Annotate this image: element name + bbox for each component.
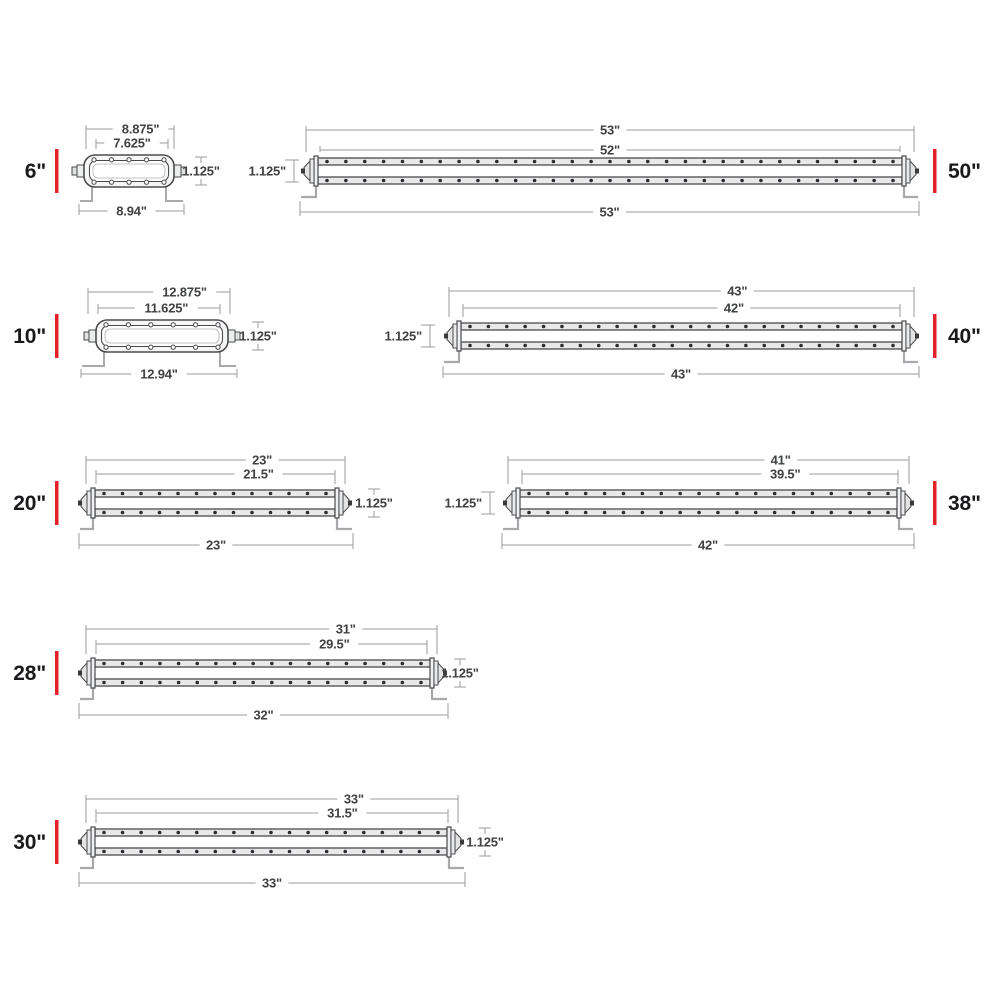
bar-body xyxy=(95,496,335,510)
dim-top-outer xyxy=(86,792,458,824)
end-cap-plate xyxy=(314,156,318,186)
end-cap-plate xyxy=(902,156,906,186)
dim-height xyxy=(385,325,436,347)
end-cap-plate xyxy=(335,488,339,518)
end-cap-nub xyxy=(915,169,919,174)
dim-top-inner xyxy=(96,806,448,824)
size-label-40-inch: 40" xyxy=(948,325,981,348)
mount-bracket-right xyxy=(220,351,236,366)
dim-height xyxy=(249,160,300,182)
dim-top-inner-value: 21.5" xyxy=(243,466,274,482)
accent-tick xyxy=(55,149,59,193)
dim-bottom-value: 43" xyxy=(670,366,692,382)
lightbar-28-inch-figure xyxy=(13,622,479,723)
end-cap-ridge xyxy=(906,324,910,348)
end-cap-nub xyxy=(460,840,464,845)
dim-top-outer-value: 53" xyxy=(599,122,621,138)
dim-top-outer xyxy=(86,622,437,655)
end-cap-plate xyxy=(91,827,95,857)
dim-bottom xyxy=(79,533,353,553)
bar-body xyxy=(95,835,447,849)
dim-bottom xyxy=(79,204,184,219)
lightbar-38-inch-figure xyxy=(445,453,981,553)
dim-top-inner-value: 39.5" xyxy=(769,466,801,482)
end-cap-ridge xyxy=(310,159,314,183)
dim-top-outer-value: 41" xyxy=(770,452,791,468)
end-cap-plate xyxy=(91,488,95,518)
end-cap-plate xyxy=(91,658,95,688)
accent-tick xyxy=(55,820,59,864)
lightbar-6-inch-figure xyxy=(25,122,220,219)
dim-top-inner xyxy=(522,467,898,485)
end-cap-nub xyxy=(910,501,914,506)
bar-body xyxy=(95,666,430,680)
dim-height xyxy=(239,322,277,350)
end-cap-plate xyxy=(516,488,520,518)
end-cap-nub xyxy=(78,840,82,845)
end-cap-plate xyxy=(902,321,906,351)
dim-bottom-value: 53" xyxy=(599,204,620,220)
end-cap-nub xyxy=(503,501,507,506)
dim-top-inner-value: 42" xyxy=(723,300,744,316)
dim-height xyxy=(355,489,393,517)
side-stud xyxy=(174,165,181,177)
dim-top-inner-value: 7.625" xyxy=(113,135,151,151)
lightbar-30-inch-figure xyxy=(13,792,504,891)
end-cap-ridge xyxy=(339,491,343,515)
mount-bracket-right xyxy=(166,186,183,201)
dim-bottom-value: 33" xyxy=(261,875,283,891)
end-cap-plate xyxy=(447,827,451,857)
dim-bottom xyxy=(79,703,448,723)
dim-top-inner xyxy=(320,143,900,158)
end-cap-ridge xyxy=(87,830,91,854)
dim-top-inner xyxy=(463,301,900,318)
end-cap-ridge xyxy=(453,324,457,348)
dim-top-outer xyxy=(86,453,345,485)
end-cap-ridge xyxy=(434,661,438,685)
dim-height-value: 1.125" xyxy=(466,834,504,850)
bar-rail-bottom xyxy=(461,342,902,349)
dim-bottom-value: 23" xyxy=(205,537,227,553)
dim-bottom-value: 12.94" xyxy=(140,366,178,382)
bar-body xyxy=(461,329,902,343)
end-cap-ridge xyxy=(906,159,910,183)
end-cap-nub xyxy=(444,334,448,339)
dim-height xyxy=(445,492,496,514)
size-label-28-inch: 28" xyxy=(13,662,46,685)
end-cap-ridge xyxy=(451,830,455,854)
accent-tick xyxy=(55,651,59,695)
dim-top-inner-value: 52" xyxy=(599,142,621,158)
bar-rail-bottom xyxy=(95,679,430,686)
lightbar-50-inch-figure xyxy=(249,123,981,220)
accent-tick xyxy=(933,314,937,358)
mount-bracket-left xyxy=(82,351,104,366)
lightbar-10-inch-figure xyxy=(13,285,277,382)
dim-top-outer xyxy=(449,284,914,318)
dim-bottom xyxy=(443,366,919,382)
dim-height-value: 1.125" xyxy=(441,665,479,681)
size-label-10-inch: 10" xyxy=(13,325,46,348)
side-stud xyxy=(228,330,235,342)
dim-bottom xyxy=(79,872,465,891)
dim-top-outer-value: 33" xyxy=(343,791,364,807)
dim-top-outer-value: 8.875" xyxy=(121,121,160,137)
bar-rail-top xyxy=(520,490,897,497)
dim-height-value: 1.125" xyxy=(239,328,277,344)
end-cap-ridge xyxy=(87,661,91,685)
dim-top-outer-value: 12.875" xyxy=(162,284,207,300)
accent-tick xyxy=(933,481,937,525)
dim-top-inner xyxy=(98,301,220,316)
side-stud xyxy=(89,330,96,342)
dim-top-inner-value: 29.5" xyxy=(319,636,350,652)
dim-height-value: 1.125" xyxy=(444,495,482,511)
bar-rail-top xyxy=(461,323,902,330)
dim-top-outer-value: 43" xyxy=(727,283,748,299)
size-label-30-inch: 30" xyxy=(13,831,46,854)
dim-top-outer-value: 23" xyxy=(252,452,273,468)
lightbar-40-inch-figure xyxy=(385,284,981,382)
dim-top-inner-value: 31.5" xyxy=(327,805,358,821)
dim-top-outer-value: 31" xyxy=(335,621,356,637)
dim-bottom xyxy=(502,533,914,553)
dim-top-inner xyxy=(96,637,427,655)
end-cap-nub xyxy=(78,671,82,676)
dim-bottom xyxy=(81,367,237,382)
dim-height-value: 1.125" xyxy=(384,328,422,344)
dim-height-value: 1.125" xyxy=(182,163,220,179)
end-cap-ridge xyxy=(901,491,905,515)
bar-body xyxy=(318,164,902,178)
dim-top-inner xyxy=(96,467,335,485)
end-cap-plate xyxy=(430,658,434,688)
lightbar-20-inch-figure xyxy=(13,453,393,553)
side-stud-tip xyxy=(84,332,89,340)
mount-bracket-left xyxy=(80,186,92,201)
dim-height xyxy=(466,828,504,856)
bar-body xyxy=(520,496,897,510)
end-cap-plate xyxy=(457,321,461,351)
dim-top-outer xyxy=(508,453,909,485)
dim-top-inner-value: 11.625" xyxy=(144,300,189,316)
dim-top-inner xyxy=(96,136,168,151)
accent-tick xyxy=(55,314,59,358)
accent-tick xyxy=(933,149,937,193)
dim-height-value: 1.125" xyxy=(248,163,286,179)
dim-bottom-value: 32" xyxy=(253,707,274,723)
dim-bottom xyxy=(300,201,919,220)
dim-height xyxy=(182,157,220,185)
end-cap-ridge xyxy=(512,491,516,515)
end-cap-nub xyxy=(348,501,352,506)
bar-rail-bottom xyxy=(520,509,897,516)
dim-height-value: 1.125" xyxy=(355,495,393,511)
size-label-38-inch: 38" xyxy=(948,492,981,515)
end-cap-nub xyxy=(78,501,82,506)
end-cap-nub xyxy=(915,334,919,339)
dim-bottom-value: 8.94" xyxy=(116,203,147,219)
bar-rail-top xyxy=(95,660,430,667)
size-label-20-inch: 20" xyxy=(13,492,46,515)
end-cap-plate xyxy=(897,488,901,518)
end-cap-ridge xyxy=(87,491,91,515)
side-stud xyxy=(77,165,84,177)
size-label-6-inch: 6" xyxy=(24,160,46,183)
side-stud-tip xyxy=(72,167,77,175)
size-label-50-inch: 50" xyxy=(948,160,981,183)
end-cap-nub xyxy=(301,169,305,174)
dim-bottom-value: 42" xyxy=(697,537,719,553)
accent-tick xyxy=(55,481,59,525)
dim-height xyxy=(441,659,479,687)
